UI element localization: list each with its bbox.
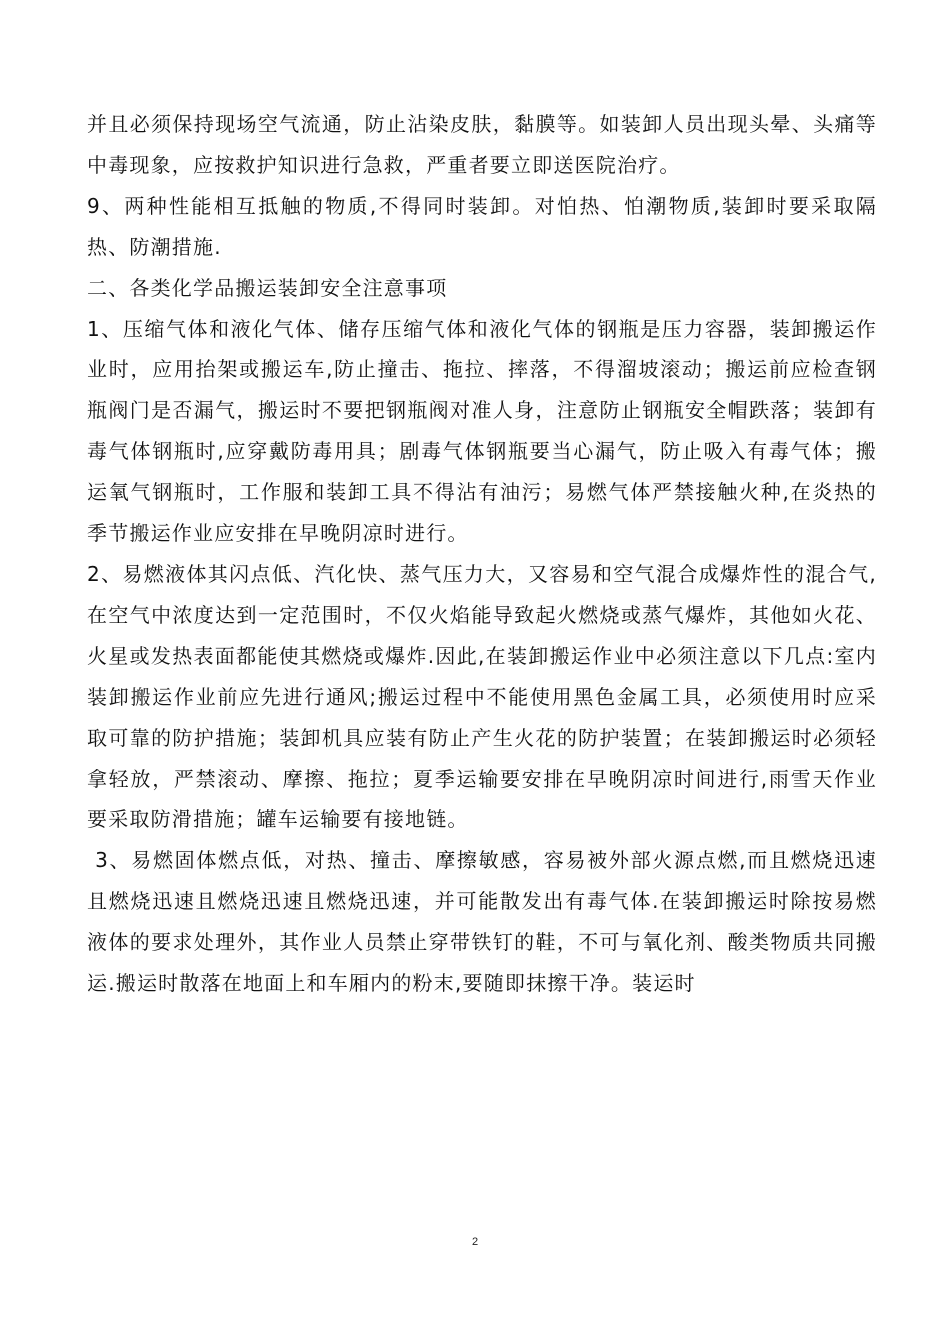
paragraph-continuation: 并且必须保持现场空气流通，防止沾染皮肤，黏膜等。如装卸人员出现头晕、头痛等中毒现象，应按救护知识进行急救，严重者要立即送医院治疗。: [87, 112, 877, 177]
page-number: 2: [471, 1236, 479, 1248]
paragraph-item-9: 9、两种性能相互抵触的物质,不得同时装卸。对怕热、怕潮物质,装卸时要采取隔热、防潮措施.: [87, 193, 877, 259]
document-body: [87, 104, 877, 1004]
section-heading: 二、各类化学品搬运装卸安全注意事项: [87, 275, 448, 300]
paragraph-item-2: 2、易燃液体其闪点低、汽化快、蒸气压力大，又容易和空气混合成爆炸性的混合气,在空气中浓度达到一定范围时，不仅火焰能导致起火燃烧或蒸气爆炸，其他如火花、火星或发热表面都能使其燃烧或爆炸.因此,在装卸搬运作业中必须注意以下几点:室内装卸搬运作业前应先进行通风;搬运过程中不能使用黑色金属工具，必须使用时应采取可靠的防护措施；装卸机具应装有防止产生火花的防护装置；在装卸搬运时必须轻拿轻放，严禁滚动、摩擦、拖拉；夏季运输要安排在早晚阴凉时间进行,雨雪天作业要采取防滑措施；罐车运输要有接地链。: [87, 561, 877, 832]
paragraph-item-3: 3、易燃固体燃点低，对热、撞击、摩擦敏感，容易被外部火源点燃,而且燃烧迅速且燃烧迅速且燃烧迅速且燃烧迅速，并可能散发出有毒气体.在装卸搬运时除按易燃液体的要求处理外，其作业人员禁止穿带铁钉的鞋，不可与氧化剂、酸类物质共同搬运.搬运时散落在地面上和车厢内的粉末,要随即抹擦干净。装运时: [87, 848, 878, 996]
paragraph-item-1: 1、压缩气体和液化气体、储存压缩气体和液化气体的钢瓶是压力容器，装卸搬运作业时，应用抬架或搬运车,防止撞击、拖拉、摔落，不得溜坡滚动；搬运前应检查钢瓶阀门是否漏气，搬运时不要把钢瓶阀对准人身，注意防止钢瓶安全帽跌落；装卸有毒气体钢瓶时,应穿戴防毒用具；剧毒气体钢瓶要当心漏气，防止吸入有毒气体；搬运氧气钢瓶时，工作服和装卸工具不得沾有油污；易燃气体严禁接触火种,在炎热的季节搬运作业应安排在早晚阴凉时进行。: [87, 316, 877, 546]
